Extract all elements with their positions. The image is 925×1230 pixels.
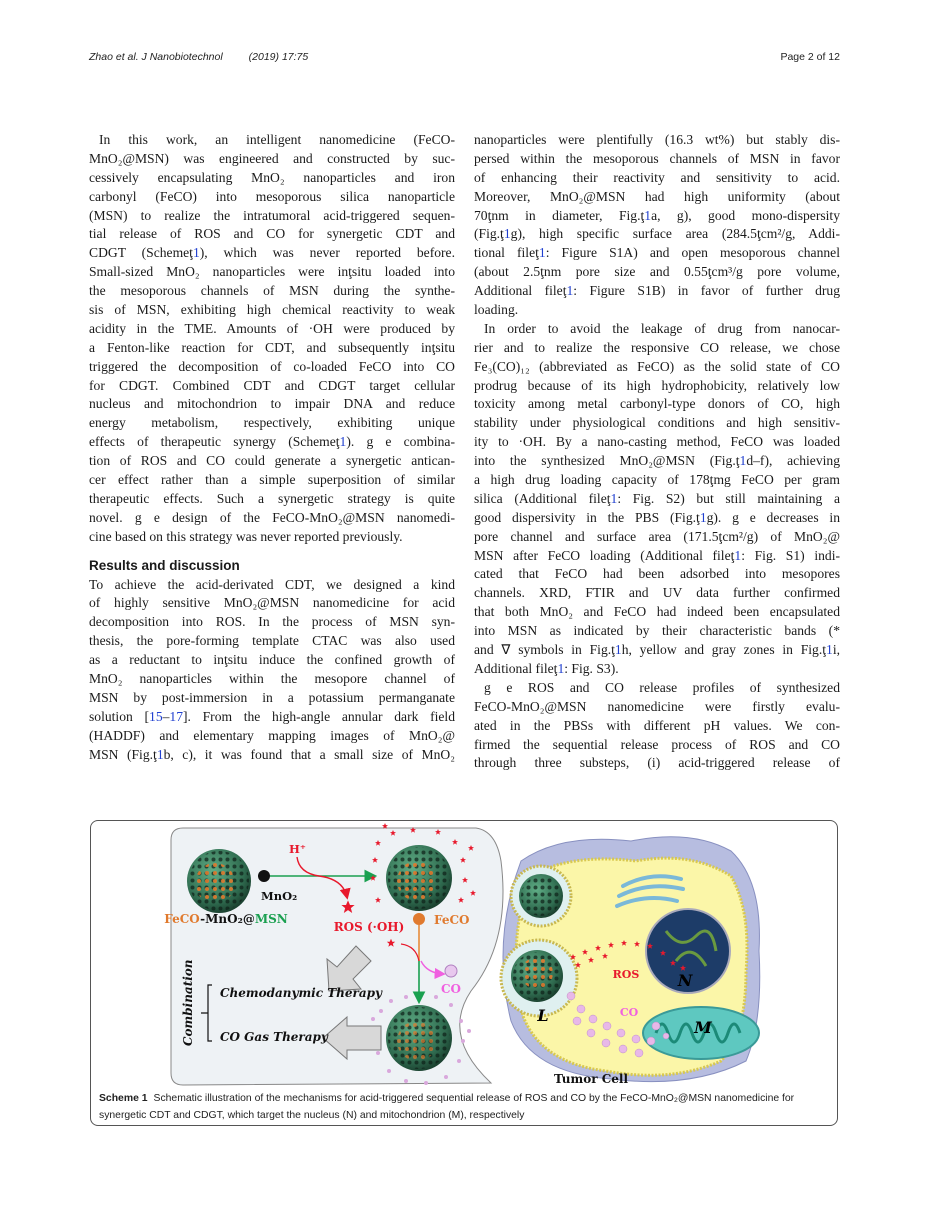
text-line: a Fenton-like reaction for CDT, and subsequently inţsitu xyxy=(89,339,455,355)
caption-text: Schematic illustration of the mechanisms for acid-triggered sequential release of ROS and CO by the FeCO-MnO₂@MSN nanomedicine for synergetic CDT and CDGT, which target the nucleus (N) and mitochondrion (M), respectively xyxy=(99,1093,795,1121)
cdt-label: Chemodanymic Therapy xyxy=(220,986,382,1000)
scheme-illustration xyxy=(91,821,839,1091)
text-segment: – xyxy=(162,708,170,724)
text-segment: : Figure S1B) in favor of further drug xyxy=(573,283,840,299)
right-column xyxy=(474,131,840,773)
text-line: of enhancing their reactivity and sensitivity to acid. xyxy=(474,169,840,185)
text-line: g e ROS and CO release profiles of synthesized xyxy=(484,679,840,695)
text-line: (HADDF) and elementary mapping images of MnO₂@ xyxy=(89,727,455,743)
reference-link[interactable]: 1 xyxy=(644,207,652,223)
lysosome-label: L xyxy=(537,1006,549,1025)
text-line: decomposition into ROS. In the process of MSN syn- xyxy=(89,614,455,630)
text-segment: g). g e decreases in xyxy=(706,509,840,525)
text-line: sis of MSN, exhibiting high chemical reactivity to weak xyxy=(89,302,455,318)
text-line: To achieve the acid-derivated CDT, we designed a kind xyxy=(89,576,455,592)
text-line: the mesoporous channels of MSN during the synthe- xyxy=(89,283,455,299)
tumor-cell-label: Tumor Cell xyxy=(553,1072,629,1086)
text-line: tion of ROS and CO could generate a synergetic antican- xyxy=(89,453,455,469)
reference-link[interactable]: 1 xyxy=(339,434,347,450)
text-segment: solution [ xyxy=(89,708,150,724)
text-line: rier and to realize the responsive CO release, we chose xyxy=(474,339,840,355)
text-segment: tional fileţ xyxy=(474,245,539,261)
reference-link[interactable]: 1 xyxy=(826,642,833,658)
text-line: pore channel and surface area (171.5ţcm²/g) of MnO₂@ xyxy=(474,528,840,544)
running-header xyxy=(89,51,334,63)
text-line: (MSN) to realize the intratumoral acid-triggered sequen- xyxy=(89,207,455,223)
reference-link[interactable]: 1 xyxy=(610,490,618,506)
text-line: stability under physiological conditions and high sensitiv- xyxy=(474,415,840,431)
text-line xyxy=(89,746,455,765)
text-line: thesis, the pore-forming template CTAC was also used xyxy=(89,633,455,649)
text-line xyxy=(89,244,455,263)
text-segment: Additional fileţ xyxy=(474,283,567,299)
reference-link[interactable]: 17 xyxy=(169,708,183,724)
text-line xyxy=(474,282,840,301)
co-ball-icon xyxy=(445,965,457,977)
text-line: triggered the decomposition of co-loaded FeCO into CO xyxy=(89,358,455,374)
text-segment: MSN after FeCO loading (Additional fileţ xyxy=(474,547,735,563)
text-line: MnO₂@MSN) was engineered and constructed by suc- xyxy=(89,150,455,166)
text-line: Moreover, MnO₂@MSN had high uniformity (about xyxy=(474,188,840,204)
text-line: that both MnO₂ and FeCO had indeed been encapsulated xyxy=(474,604,840,620)
text-line xyxy=(474,244,840,263)
text-line: MSN by post-immersion in a potassium permanganate xyxy=(89,689,455,705)
text-line: of highly sensitive MnO₂@MSN nanomedicine for acid xyxy=(89,595,455,611)
scheme-figure xyxy=(90,820,838,1126)
text-segment: (Fig.ţ xyxy=(474,226,504,242)
text-line: FeCO-MnO₂@MSN nanomedicine were firstly evalu- xyxy=(474,698,840,714)
text-line: ated in the PBSs with different pH values. We con- xyxy=(474,717,840,733)
reference-link[interactable]: 1 xyxy=(503,226,511,242)
feco-mno2-msn-nanoparticle xyxy=(187,849,251,913)
section-heading: Results and discussion xyxy=(89,557,240,573)
paragraph xyxy=(474,320,840,679)
reference-link[interactable]: 1 xyxy=(699,509,707,525)
text-segment: Additional fileţ xyxy=(474,660,558,676)
text-line: nanoparticles were plentifully (16.3 wt%) but stably dis- xyxy=(474,132,840,147)
text-segment: i, xyxy=(832,642,840,658)
text-line: nucleus and mitochondrion to impair DNA and reduce xyxy=(89,396,455,412)
text-line: energy metabolism, respectively, exhibiting unique xyxy=(89,415,455,431)
cgt-label: CO Gas Therapy xyxy=(220,1030,328,1044)
text-line xyxy=(89,708,455,727)
text-line: therapeutic effects. Such a synergetic strategy is quite xyxy=(89,490,455,506)
text-segment: : Fig. S2) but still maintaining a xyxy=(617,490,840,506)
text-line xyxy=(474,660,840,679)
reference-link[interactable]: 1 xyxy=(739,453,747,469)
paragraph xyxy=(474,679,840,773)
page-number: Page 2 of 12 xyxy=(780,51,840,63)
text-line: Small-sized MnO₂ nanoparticles were inţsitu loaded into xyxy=(89,264,455,280)
text-segment: ), which was never reported before. xyxy=(199,245,455,261)
paragraph xyxy=(89,131,455,547)
feco-label: FeCO xyxy=(434,913,470,927)
feco-ball-icon xyxy=(413,913,425,925)
text-segment: good dispersivity in the PBS (Fig.ţ xyxy=(474,509,700,525)
ros-cell-label: ROS xyxy=(612,968,640,981)
reference-link[interactable]: 1 xyxy=(192,245,200,261)
text-segment: h, yellow and gray zones in Fig.ţ xyxy=(621,642,827,658)
text-segment: b, c), it was found that a small size of MnO₂ xyxy=(163,746,455,762)
text-segment: : Fig. S1) indi- xyxy=(741,547,841,563)
text-line: loading. xyxy=(474,302,519,318)
text-segment: MSN (Fig.ţ xyxy=(89,746,157,762)
text-line: cated that FeCO had been adsorbed into mesopores xyxy=(474,566,840,582)
header-authors: Zhao et al. J Nanobiotechnol xyxy=(89,51,223,63)
combination-label: Combination xyxy=(181,959,195,1046)
text-line xyxy=(474,547,840,566)
figure-caption xyxy=(99,1090,827,1124)
text-segment: CDGT (Schemeţ xyxy=(89,245,193,261)
text-line: novel. g e design of the FeCO-MnO₂@MSN nanomedi- xyxy=(89,509,455,525)
text-line: Fe₃(CO)₁₂ (abbreviated as FeCO) as the solid state of CO xyxy=(474,358,840,374)
text-segment: g), high specific surface area (284.5ţcm²/g, Addi- xyxy=(510,226,840,242)
text-line xyxy=(474,225,840,244)
h-plus-label: H⁺ xyxy=(289,842,306,856)
text-segment: effects of therapeutic synergy (Schemeţ xyxy=(89,434,340,450)
mno2-label: MnO₂ xyxy=(261,889,298,903)
nucleus-label: N xyxy=(677,971,693,990)
text-segment: ]. From the high-angle annular dark field xyxy=(183,708,455,724)
co-label: CO xyxy=(440,982,462,996)
text-line: acidity in the TME. Amounts of ·OH were produced by xyxy=(89,320,455,336)
reference-link[interactable]: 1 xyxy=(538,245,546,261)
reference-link[interactable]: 1 xyxy=(156,746,164,762)
text-line: MnO₂ nanoparticles within the mesopore channel of xyxy=(89,671,455,687)
text-line: prodrug because of its high hydrophobicity, relatively low xyxy=(474,377,840,393)
text-segment: silica (Additional fileţ xyxy=(474,490,611,506)
text-line: for CDGT. Combined CDT and CDGT target cellular xyxy=(89,377,455,393)
text-line: In this work, an intelligent nanomedicine (FeCO- xyxy=(99,132,455,147)
reference-link[interactable]: 1 xyxy=(566,283,574,299)
reference-link[interactable]: 1 xyxy=(734,547,742,563)
text-line xyxy=(474,452,840,471)
text-line: cessively encapsulating MnO₂ nanoparticles and iron xyxy=(89,169,455,185)
text-line xyxy=(474,509,840,528)
text-line: channels. XRD, FTIR and UV data further confirmed xyxy=(474,585,840,601)
left-column xyxy=(89,131,455,765)
text-line: into MSN as indicated by their characteristic bands (* xyxy=(474,623,840,639)
text-segment: : Figure S1A) and open mesoporous channel xyxy=(545,245,840,261)
text-line: tial release of ROS and CO for synergetic CDT and xyxy=(89,226,455,242)
text-line xyxy=(474,207,840,226)
text-line xyxy=(89,433,455,452)
tumor-cell xyxy=(501,837,760,1082)
paragraph xyxy=(474,131,840,320)
header-year-volume: (2019) 17:75 xyxy=(248,51,309,63)
co-cell-label: CO xyxy=(619,1006,639,1019)
text-line: as a reductant to inţsitu induce the confined growth of xyxy=(89,652,455,668)
text-segment: 70ţnm in diameter, Fig.ţ xyxy=(474,207,645,223)
text-line: through three substeps, (i) acid-triggered release of xyxy=(474,755,840,771)
text-line: ity to ·OH. By a nano-casting method, FeCO was loaded xyxy=(474,434,840,450)
text-line xyxy=(474,641,840,660)
text-line: a high drug loading capacity of 178ţmg FeCO per gram xyxy=(474,472,840,488)
text-segment: d–f), achieving xyxy=(746,453,840,469)
text-line: (about 2.5ţnm pore size and 0.55ţcm³/g pore volume, xyxy=(474,264,840,280)
text-segment: : Fig. S3). xyxy=(564,660,619,676)
text-line xyxy=(474,490,840,509)
text-line: In order to avoid the leakage of drug from nanocar- xyxy=(484,320,840,336)
text-segment: and ∇ symbols in Fig.ţ xyxy=(474,642,615,658)
text-line: firmed the sequential release process of ROS and CO xyxy=(474,736,840,752)
paragraph xyxy=(89,576,455,765)
mitochondrion-label: M xyxy=(694,1018,712,1037)
text-line: toxicity among metal carbonyl-type donors of CO, high xyxy=(474,396,840,412)
text-line: carbonyl (FeCO) into mesoporous silica nanoparticle xyxy=(89,188,455,204)
reference-link[interactable]: 1 xyxy=(614,642,622,658)
nanomedicine-label: FeCO-MnO₂@MSN xyxy=(164,912,288,926)
text-segment: ). g e combina- xyxy=(346,434,455,450)
text-segment: into the synthesized MnO₂@MSN (Fig.ţ xyxy=(474,453,740,469)
mno2-ball-icon xyxy=(258,870,270,882)
caption-label: Scheme 1 xyxy=(99,1093,148,1104)
text-line: cer effect rather than a simple superposition of similar xyxy=(89,472,455,488)
reference-link[interactable]: 15 xyxy=(149,708,163,724)
text-segment: a, g), good mono-dispersity xyxy=(651,207,840,223)
reference-link[interactable]: 1 xyxy=(557,660,565,676)
text-line: persed within the mesoporous channels of MSN in favor xyxy=(474,150,840,166)
text-line: cine based on this strategy was never reported previously. xyxy=(89,528,403,544)
ros-oh-label: ROS (·OH) xyxy=(333,920,405,934)
